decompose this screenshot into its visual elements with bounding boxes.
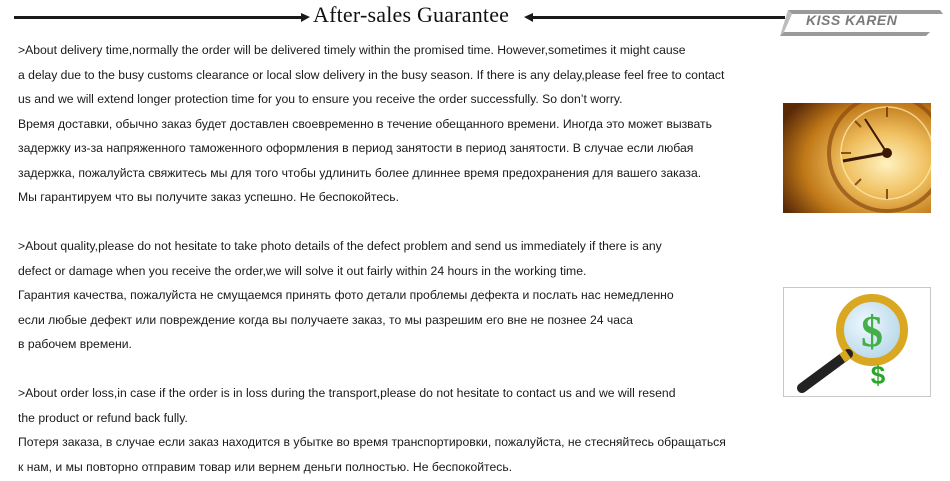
text-line: Потеря заказа, в случае если заказ находится в убытке во время транспортировки, пожалуйста, не стесняйтесь обращаться [18, 435, 726, 449]
quality-section [18, 234, 778, 357]
guarantee-text [18, 38, 778, 479]
page-title: After-sales Guarantee [313, 2, 510, 27]
section-gap [18, 210, 778, 235]
text-line: Время доставки, обычно заказ будет доставлен своевременно в течение обещанного времени. Иногда это может вызвать [18, 116, 712, 131]
text-line: Мы гарантируем что вы получите заказ успешно. Не беспокойтесь. [18, 190, 399, 204]
text-line: задержка, пожалуйста свяжитесь мы для того чтобы удлинить более длиннее время предохранения для вашего заказа. [18, 165, 702, 180]
clock-image [783, 103, 931, 213]
section-gap [18, 357, 778, 382]
brand-logo [780, 8, 945, 38]
delivery-section [18, 38, 778, 210]
lens-dollar-sign: $ [861, 307, 883, 356]
text-line: задержку из-за напряженного таможенного оформления в период занятости в период занятости. В случае если любая [18, 141, 694, 155]
magnifier-image [783, 287, 931, 397]
title-rule-left [14, 16, 304, 19]
brand-name: KISS KAREN [806, 12, 898, 28]
text-line: a delay due to the busy customs clearance or local slow delivery in the busy season. If there is any delay,please feel free to contact [18, 67, 725, 82]
order-loss-section [18, 381, 778, 479]
text-line: >About order loss,in case if the order is in loss during the transport,please do not hesitate to contact us and we will resend [18, 386, 676, 400]
header-bar [0, 0, 950, 40]
magnifying-glass-dollar-icon [784, 288, 930, 396]
text-line: defect or damage when you receive the order,we will solve it out fairly within 24 hours in the working time. [18, 263, 587, 278]
text-line: the product or refund back fully. [18, 410, 188, 425]
text-line: если любые дефект или повреждение когда вы получаете заказ, то мы разрешим его вне не познее 24 часа [18, 312, 633, 327]
title-rule-right [530, 16, 785, 19]
text-line: >About delivery time,normally the order will be delivered timely within the promised time. However,sometimes it might cause [18, 43, 686, 57]
text-line: в рабочем времени. [18, 337, 132, 351]
text-line: us and we will extend longer protection time for you to ensure you receive the order successfully. So don’t worry. [18, 92, 623, 106]
dollar-sign: $ [870, 360, 886, 390]
text-line: >About quality,please do not hesitate to take photo details of the defect problem and send us immediately if there is any [18, 239, 662, 253]
golden-clock-icon [783, 103, 931, 213]
text-line: к нам, и мы повторно отправим товар или вернем деньги полностью. Не беспокойтесь. [18, 459, 513, 474]
text-line: Гарантия качества, пожалуйста не смущаемся принять фото детали проблемы дефекта и послать нас немедленно [18, 288, 674, 302]
